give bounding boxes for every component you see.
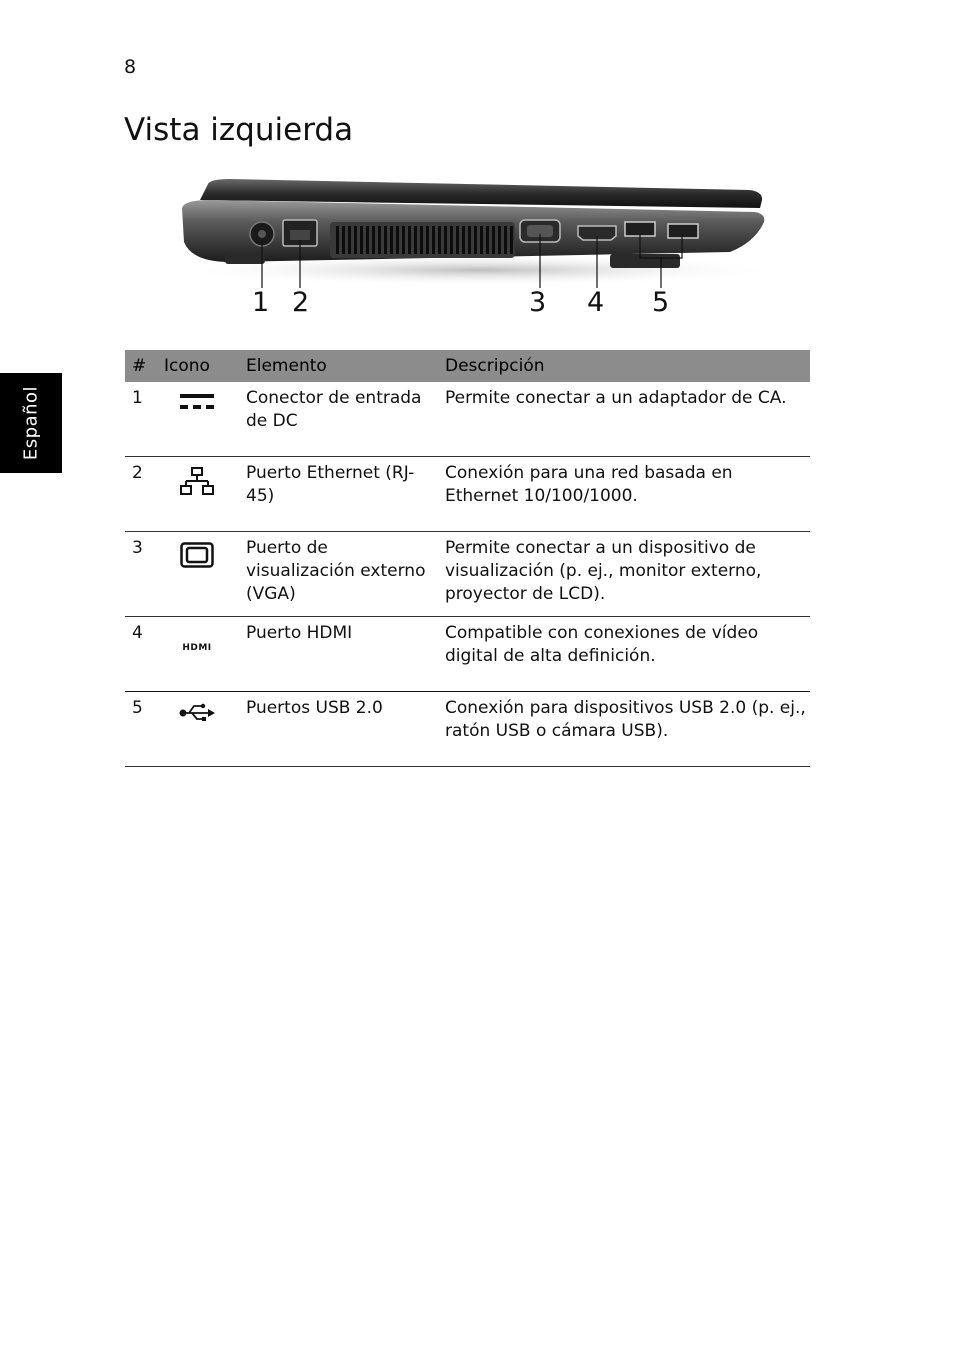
ports-table [125,350,810,767]
usb-icon [156,692,238,767]
vent-slot [360,226,363,254]
vent-slot [378,226,381,254]
row-description: Permite conectar a un adaptador de CA. [437,382,810,457]
vent-slot [462,226,465,254]
vent-slot [456,226,459,254]
row-number: 2 [125,457,156,532]
row-description: Permite conectar a un dispositivo de visualización (p. ej., monitor externo, proyector de LCD). [437,532,810,617]
dc-in-icon [156,382,238,457]
row-number: 1 [125,382,156,457]
row-element: Conector de entrada de DC [238,382,437,457]
table-row [125,382,810,457]
callout-5: 5 [652,287,670,318]
row-number: 5 [125,692,156,767]
vent-slot [480,226,483,254]
vga-icon [156,532,238,617]
table-header-row [125,350,810,382]
table-row [125,692,810,767]
vent-slot [504,226,507,254]
row-description: Compatible con conexiones de vídeo digital de alta definición. [437,617,810,692]
row-element: Puerto Ethernet (RJ-45) [238,457,437,532]
row-description: Conexión para dispositivos USB 2.0 (p. ej., ratón USB o cámara USB). [437,692,810,767]
vent-slot [498,226,501,254]
row-description: Conexión para una red basada en Ethernet 10/100/1000. [437,457,810,532]
header-description: Descripción [437,350,810,382]
vent-slot [492,226,495,254]
callout-1: 1 [252,287,270,318]
vent-slot [426,226,429,254]
vent-slot [474,226,477,254]
vent-slot [336,226,339,254]
vent-slot [348,226,351,254]
vent-slot [414,226,417,254]
row-element: Puertos USB 2.0 [238,692,437,767]
row-number: 3 [125,532,156,617]
row-element: Puerto de visualización externo (VGA) [238,532,437,617]
page-title: Vista izquierda [124,112,354,148]
ethernet-icon [156,457,238,532]
vent-slot [390,226,393,254]
header-icon: Icono [156,350,238,382]
table-row [125,532,810,617]
vent-slot [420,226,423,254]
vent-slot [384,226,387,254]
vent-slot [354,226,357,254]
table-row [125,457,810,532]
vent-slot [468,226,471,254]
vent-slot [432,226,435,254]
vent-slot [444,226,447,254]
vent-slot [450,226,453,254]
vent-slot [408,226,411,254]
vent-slot [402,226,405,254]
language-tab-label: Español [20,385,42,461]
vent-slot [396,226,399,254]
vent-slot [372,226,375,254]
vent-slot [510,226,513,254]
header-num: # [125,350,156,382]
callout-2: 2 [292,287,310,318]
language-tab [0,373,62,473]
callout-3: 3 [529,287,547,318]
hdmi-icon [156,617,238,692]
header-element: Elemento [238,350,437,382]
vent-slot [486,226,489,254]
vent-slot [438,226,441,254]
table-row [125,617,810,692]
callout-4: 4 [587,287,605,318]
row-element: Puerto HDMI [238,617,437,692]
row-number: 4 [125,617,156,692]
page-number: 8 [124,56,137,78]
vent-slot [342,226,345,254]
vent-slot [366,226,369,254]
hdmi-icon-text: HDMI [182,643,212,653]
